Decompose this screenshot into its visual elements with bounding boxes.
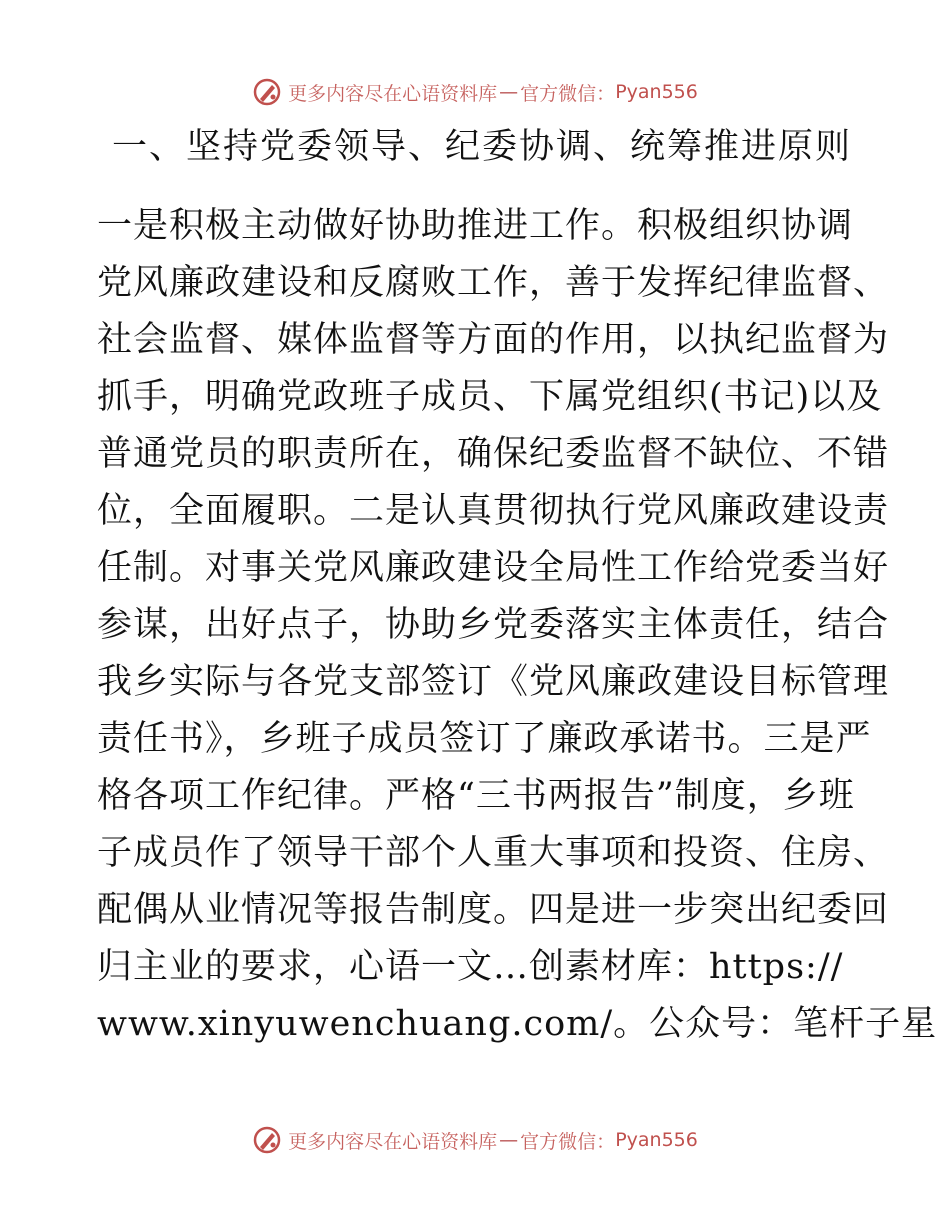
body-line: 任制。对事关党风廉政建设全局性工作给党委当好 xyxy=(97,548,890,588)
body-line: www.xinyuwenchuang.com/。公众号：笔杆子星 xyxy=(97,1004,938,1044)
body-line: 位，全面履职。二是认真贯彻执行党风廉政建设责 xyxy=(97,491,890,531)
body-paragraph xyxy=(97,198,938,1053)
pen-logo-icon xyxy=(252,1125,282,1155)
watermark-contact-id: Pyan556 xyxy=(615,1129,698,1151)
watermark-contact-id: Pyan556 xyxy=(615,81,698,103)
body-line: 一是积极主动做好协助推进工作。积极组织协调 xyxy=(97,206,854,246)
watermark-dash: — xyxy=(499,81,519,103)
watermark-text: 更多内容尽在心语资料库 xyxy=(288,1130,498,1153)
watermark-dash: — xyxy=(499,1129,519,1151)
body-line: 普通党员的职责所在，确保纪委监督不缺位、不错 xyxy=(97,434,890,474)
watermark-contact-label: 官方微信： xyxy=(520,82,616,105)
body-line: 责任书》，乡班子成员签订了廉政承诺书。三是严 xyxy=(97,719,872,759)
watermark-header xyxy=(0,72,950,112)
watermark-contact-label: 官方微信： xyxy=(520,1130,616,1153)
body-line: 社会监督、媒体监督等方面的作用，以执纪监督为 xyxy=(97,320,890,360)
watermark-text: 更多内容尽在心语资料库 xyxy=(288,82,498,105)
pen-logo-icon xyxy=(252,77,282,107)
body-line: 配偶从业情况等报告制度。四是进一步突出纪委回 xyxy=(97,890,890,930)
body-line: 党风廉政建设和反腐败工作，善于发挥纪律监督、 xyxy=(97,263,890,303)
body-line: 格各项工作纪律。严格“三书两报告”制度，乡班 xyxy=(97,776,855,816)
body-line: 我乡实际与各党支部签订《党风廉政建设目标管理 xyxy=(97,662,890,702)
watermark-footer xyxy=(0,1120,950,1160)
body-line: 子成员作了领导干部个人重大事项和投资、住房、 xyxy=(97,833,890,873)
body-line: 归主业的要求，心语一文…创素材库：https:// xyxy=(97,947,844,987)
body-line: 参谋，出好点子，协助乡党委落实主体责任，结合 xyxy=(97,605,890,645)
section-heading: 一、坚持党委领导、纪委协调、统筹推进原则 xyxy=(112,127,853,167)
body-line: 抓手，明确党政班子成员、下属党组织(书记)以及 xyxy=(97,377,883,417)
